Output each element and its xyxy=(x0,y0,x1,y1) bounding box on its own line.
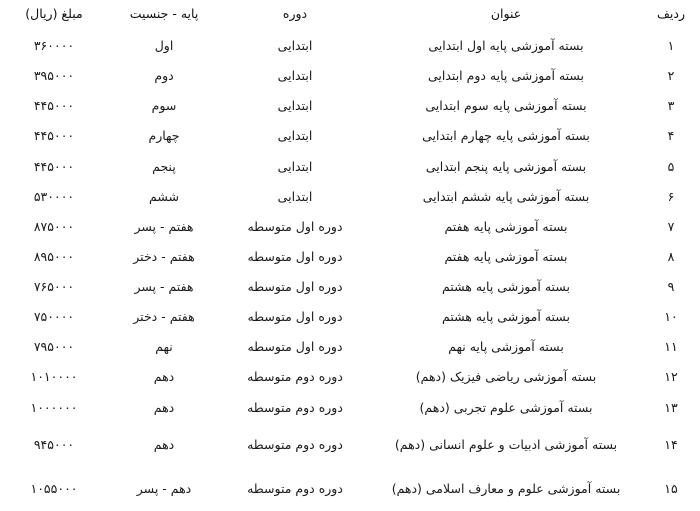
cell-mablagh: ۵۳۰۰۰۰ xyxy=(33,188,75,204)
cell-radif: ۱۵ xyxy=(664,480,678,496)
table-row xyxy=(0,272,700,302)
cell-radif: ۱۰ xyxy=(664,309,678,325)
cell-dore: دوره اول متوسطه xyxy=(247,248,343,264)
cell-onvan: بسته آموزشی پایه هشتم xyxy=(442,309,570,325)
table-row xyxy=(0,182,700,212)
cell-onvan: بسته آموزشی پایه سوم ابتدایی xyxy=(425,98,587,114)
cell-radif: ۴ xyxy=(667,128,675,144)
table-row xyxy=(0,467,700,511)
column-header-dore: دوره xyxy=(282,6,308,21)
cell-dore: دوره اول متوسطه xyxy=(247,279,343,294)
table-header-row xyxy=(0,0,700,31)
table-row xyxy=(0,302,700,332)
cell-radif: ۸ xyxy=(667,248,675,264)
cell-radif: ۲ xyxy=(667,68,675,84)
cell-paye: هفتم - پسر xyxy=(134,279,194,294)
cell-radif: ۱۴ xyxy=(664,436,678,452)
cell-paye: دهم xyxy=(153,399,175,415)
table-row xyxy=(0,91,700,121)
table-body xyxy=(0,31,700,511)
cell-radif: ۵ xyxy=(667,158,675,174)
cell-mablagh: ۳۹۵۰۰۰ xyxy=(33,68,75,84)
cell-mablagh: ۷۵۰۰۰۰ xyxy=(33,309,75,325)
cell-radif: ۱۳ xyxy=(664,399,678,415)
cell-onvan: بسته آموزشی پایه چهارم ابتدایی xyxy=(422,128,590,144)
table-row xyxy=(0,152,700,182)
cell-radif: ۱۲ xyxy=(664,369,678,385)
cell-dore: ابتدایی xyxy=(277,98,313,114)
cell-radif: ۱ xyxy=(667,38,675,53)
cell-radif: ۹ xyxy=(667,279,675,294)
cell-dore: ابتدایی xyxy=(277,128,313,144)
cell-dore: ابتدایی xyxy=(277,158,313,174)
cell-onvan: بسته آموزشی پایه اول ابتدایی xyxy=(428,38,584,53)
cell-paye: سوم xyxy=(151,98,177,114)
cell-mablagh: ۱۰۱۰۰۰۰ xyxy=(30,369,78,385)
table-row xyxy=(0,332,700,362)
cell-dore: دوره اول متوسطه xyxy=(247,309,343,325)
cell-radif: ۷ xyxy=(667,218,675,234)
cell-mablagh: ۸۹۵۰۰۰ xyxy=(33,248,75,264)
cell-onvan: بسته آموزشی پایه هشتم xyxy=(442,279,570,294)
cell-onvan: بسته آموزشی ریاضی فیزیک (دهم) xyxy=(415,369,597,385)
table-row xyxy=(0,31,700,61)
cell-paye: پنجم xyxy=(152,158,176,174)
cell-onvan: بسته آموزشی علوم و معارف اسلامی (دهم) xyxy=(391,480,621,496)
cell-onvan: بسته آموزشی ادبیات و علوم انسانی (دهم) xyxy=(394,436,618,452)
cell-radif: ۳ xyxy=(667,98,675,114)
cell-dore: دوره اول متوسطه xyxy=(247,339,343,355)
cell-onvan: بسته آموزشی علوم تجربی (دهم) xyxy=(419,399,593,415)
cell-onvan: بسته آموزشی پایه پنجم ابتدایی xyxy=(425,158,587,174)
cell-mablagh: ۸۷۵۰۰۰ xyxy=(33,218,75,234)
column-header-paye: پایه - جنسیت xyxy=(129,6,199,21)
cell-dore: دوره دوم متوسطه xyxy=(247,369,343,385)
cell-mablagh: ۴۴۵۰۰۰ xyxy=(33,98,75,114)
cell-dore: ابتدایی xyxy=(277,68,313,84)
table-row xyxy=(0,393,700,423)
cell-dore: ابتدایی xyxy=(277,188,313,204)
table-row xyxy=(0,212,700,242)
cell-onvan: بسته آموزشی پایه هفتم xyxy=(444,218,568,234)
cell-mablagh: ۳۶۰۰۰۰ xyxy=(33,38,75,53)
cell-paye: اول xyxy=(154,38,174,53)
cell-paye: چهارم xyxy=(148,128,180,144)
cell-paye: دهم - پسر xyxy=(136,480,192,496)
cell-dore: دوره دوم متوسطه xyxy=(247,436,343,452)
cell-dore: دوره اول متوسطه xyxy=(247,218,343,234)
cell-onvan: بسته آموزشی پایه نهم xyxy=(448,339,564,355)
column-header-mablagh: مبلغ (ریال) xyxy=(25,6,83,21)
cell-paye: نهم xyxy=(155,339,173,355)
cell-dore: دوره دوم متوسطه xyxy=(247,399,343,415)
table-row xyxy=(0,242,700,272)
cell-onvan: بسته آموزشی پایه دوم ابتدایی xyxy=(427,68,585,84)
cell-mablagh: ۱۰۵۵۰۰۰ xyxy=(30,480,78,496)
cell-mablagh: ۴۴۵۰۰۰ xyxy=(33,128,75,144)
column-header-radif: ردیف xyxy=(656,6,686,21)
table-row xyxy=(0,362,700,392)
cell-paye: هفتم - دختر xyxy=(133,248,195,264)
cell-onvan: بسته آموزشی پایه ششم ابتدایی xyxy=(422,188,590,204)
cell-dore: ابتدایی xyxy=(277,38,313,53)
cell-radif: ۶ xyxy=(667,188,675,204)
table-row xyxy=(0,423,700,467)
cell-paye: دوم xyxy=(154,68,174,84)
cell-mablagh: ۴۴۵۰۰۰ xyxy=(33,158,75,174)
table-header xyxy=(0,0,700,31)
cell-dore: دوره دوم متوسطه xyxy=(247,480,343,496)
cell-paye: هفتم - پسر xyxy=(134,218,194,234)
table-row xyxy=(0,61,700,91)
cell-paye: ششم xyxy=(149,188,179,204)
cell-mablagh: ۱۰۰۰۰۰۰ xyxy=(30,399,78,415)
cell-radif: ۱۱ xyxy=(664,339,678,355)
column-header-onvan: عنوان xyxy=(490,6,522,21)
cell-mablagh: ۷۶۵۰۰۰ xyxy=(33,279,75,294)
table-row xyxy=(0,121,700,151)
cell-mablagh: ۷۹۵۰۰۰ xyxy=(33,339,75,355)
cell-paye: دهم xyxy=(153,369,175,385)
cell-mablagh: ۹۴۵۰۰۰ xyxy=(33,436,75,452)
cell-onvan: بسته آموزشی پایه هفتم xyxy=(444,248,568,264)
cell-paye: هفتم - دختر xyxy=(133,309,195,325)
cell-paye: دهم xyxy=(153,436,175,452)
